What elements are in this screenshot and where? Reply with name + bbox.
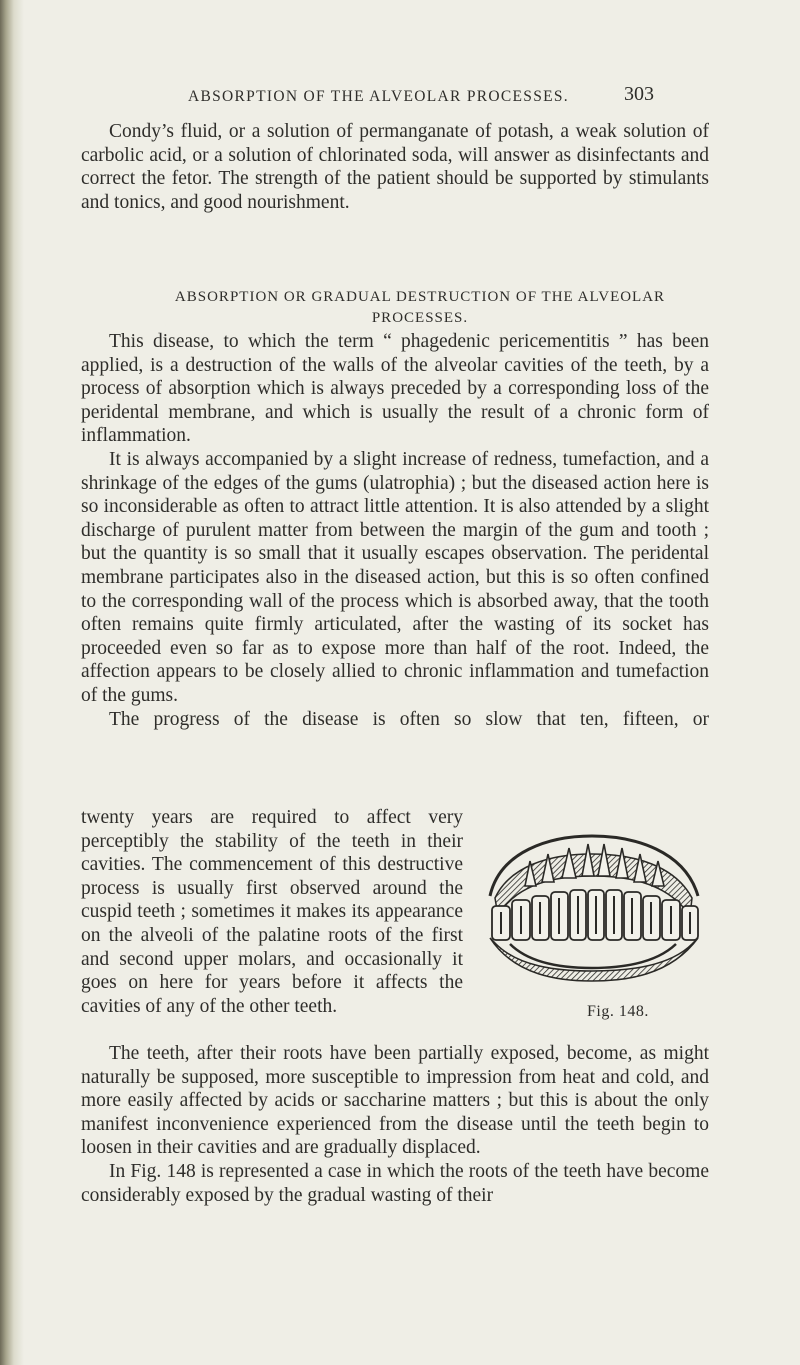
- wrapped-paragraph: twenty years are required to affect very perceptibly the stability of the teeth in their cavities. The commencement of this destructive process is usually first observed around the cuspid teeth ; sometimes it makes its appearance on the alveoli of the palatine roots of the first and second upper molars, and occasionally it goes on here for years before it affects the cavities of any of the other teeth.: [81, 807, 463, 1017]
- section-heading-line1: ABSORPTION OR GRADUAL DESTRUCTION OF THE ALVEOLAR: [174, 289, 666, 305]
- opening-paragraph: Condy’s fluid, or a solution of permanganate of potash, a weak solution of carbolic acid, or a solution of chlorinated soda, will answer as disinfectants and correct the fetor. The strength of the patient should be supported by stimulants and tonics, and good nourishment.: [81, 121, 709, 213]
- section-heading: [140, 287, 700, 329]
- figure-caption: Fig. 148.: [587, 1003, 649, 1020]
- dental-arch-illustration-icon: [470, 826, 715, 988]
- opening-paragraph-block: [81, 120, 709, 214]
- wrapped-paragraph-block: [81, 806, 463, 1018]
- paragraph: This disease, to which the term “ phagedenic pericementitis ” has been applied, is a destruction of the walls of the alveolar cavities of the teeth, by a process of absorption which is always preceded by a corresponding loss of the peridental membrane, and which is usually the result of a chronic form of inflammation.: [81, 331, 709, 447]
- paragraph: In Fig. 148 is represented a case in which the roots of the teeth have become considerably exposed by the gradual wasting of their: [81, 1160, 709, 1206]
- section-body: [81, 330, 709, 731]
- paragraph: It is always accompanied by a slight increase of redness, tumefaction, and a shrinkage of the edges of the gums (ulatrophia) ; but the diseased action here is so inconsiderable as often to attract little attention. It is also attended by a slight discharge of purulent matter from between the margin of the gum and tooth ; but the quantity is so small that it usually escapes observation. The peridental membrane participates also in the diseased action, but this is so often confined to the corresponding wall of the process which is absorbed away, that the tooth often remains quite firmly articulated, after the wasting of its socket has proceeded even so far as to expose more than half of the root. Indeed, the affection appears to be closely allied to chronic inflammation and tumefaction of the gums.: [81, 448, 709, 706]
- dental-arch-svg: [470, 826, 715, 988]
- page-number: 303: [624, 83, 654, 105]
- running-head: ABSORPTION OF THE ALVEOLAR PROCESSES.: [188, 88, 569, 105]
- after-figure-body: [81, 1042, 709, 1207]
- paragraph: The progress of the disease is often so slow that ten, fifteen, or: [109, 708, 709, 730]
- paragraph: The teeth, after their roots have been partially exposed, become, as might naturally be supposed, more susceptible to impression from heat and cold, and more easily affected by acids or saccharine matters ; but this is about the only manifest inconvenience experienced from the disease until the teeth begin to loosen in their cavities and are gradually displaced.: [81, 1043, 709, 1159]
- section-heading-line2: PROCESSES.: [371, 310, 469, 326]
